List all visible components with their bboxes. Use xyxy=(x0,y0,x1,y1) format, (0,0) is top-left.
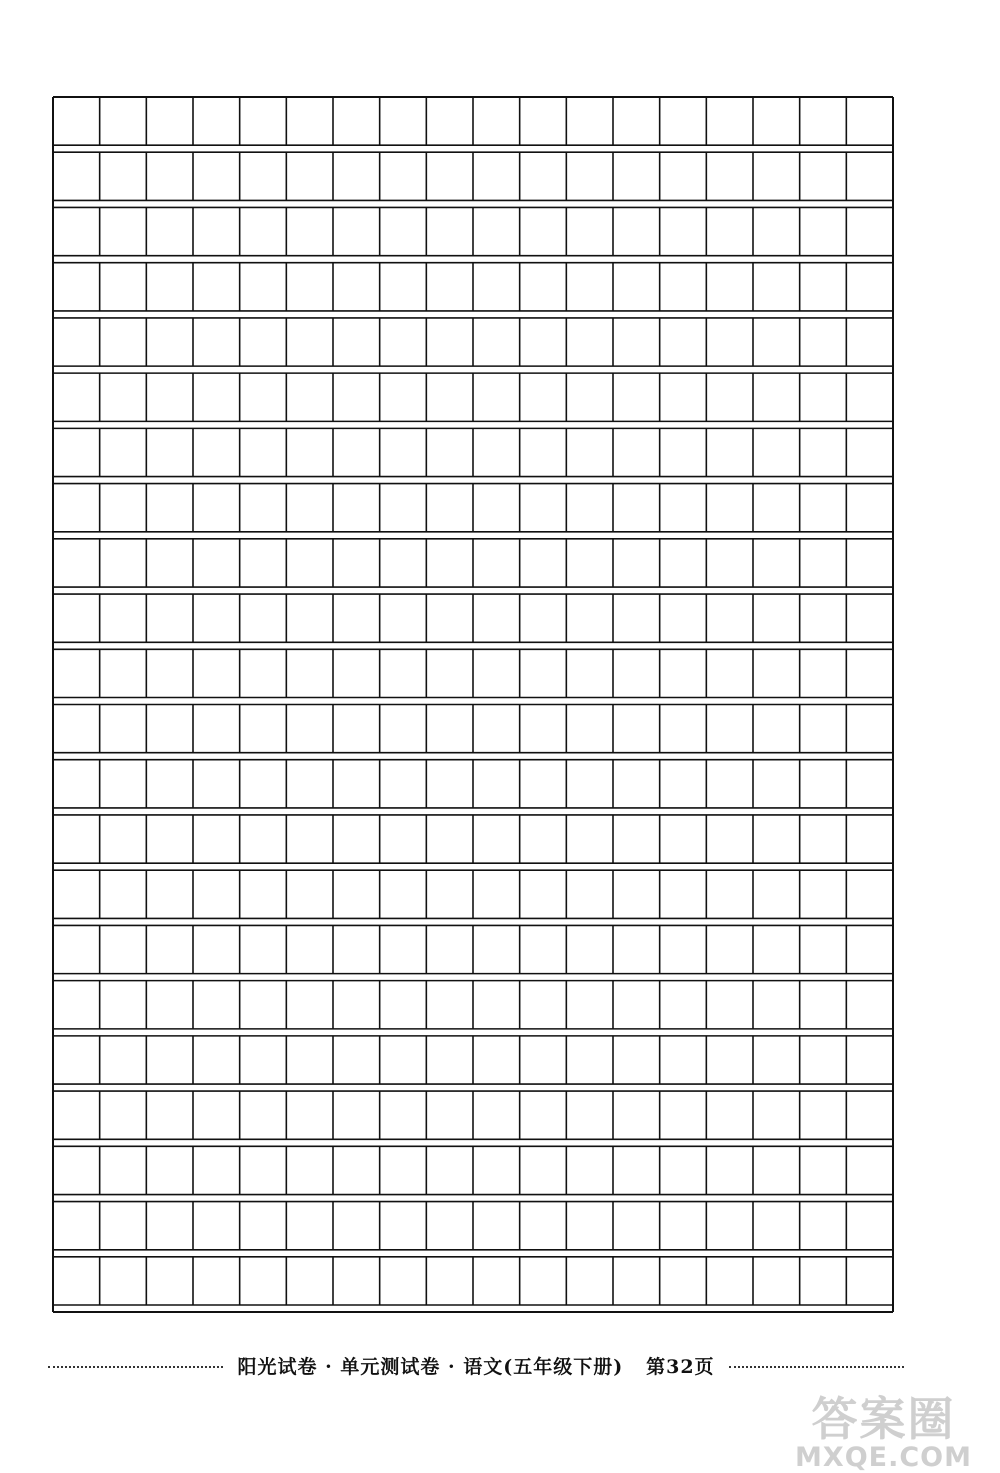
watermark-logo: 答案圈 xyxy=(811,1392,956,1446)
grid-row xyxy=(100,263,847,311)
grid-row xyxy=(100,705,847,753)
grid-row xyxy=(100,594,847,642)
grid-row xyxy=(100,97,847,145)
grid-row xyxy=(100,484,847,532)
grid-row xyxy=(100,1146,847,1194)
footer-dotted-rule-right xyxy=(729,1366,904,1368)
footer-series: 阳光试卷 xyxy=(237,1355,318,1378)
grid-row xyxy=(100,870,847,918)
grid-row xyxy=(100,649,847,697)
footer-book: 单元测试卷 xyxy=(340,1355,441,1378)
grid-row xyxy=(100,815,847,863)
page-footer xyxy=(48,1350,904,1380)
grid-row xyxy=(100,981,847,1029)
grid-row xyxy=(100,1091,847,1139)
footer-separator: · xyxy=(448,1355,456,1378)
footer-subject: 语文(五年级下册) xyxy=(463,1355,624,1378)
watermark xyxy=(795,1392,972,1473)
grid-row xyxy=(100,1036,847,1084)
footer-separator: · xyxy=(325,1355,333,1378)
grid-row xyxy=(100,428,847,476)
grid-row xyxy=(100,152,847,200)
grid-row xyxy=(100,318,847,366)
grid-row xyxy=(100,207,847,255)
grid-row xyxy=(100,373,847,421)
grid-row xyxy=(100,1257,847,1305)
grid-row xyxy=(100,1202,847,1250)
footer-page-number: 第32页 xyxy=(646,1355,715,1378)
watermark-url: MXQE.COM xyxy=(795,1442,972,1473)
grid-row xyxy=(100,539,847,587)
grid-row xyxy=(100,925,847,973)
grid-row xyxy=(100,760,847,808)
footer-caption xyxy=(223,1352,728,1379)
footer-dotted-rule-left xyxy=(48,1366,223,1368)
